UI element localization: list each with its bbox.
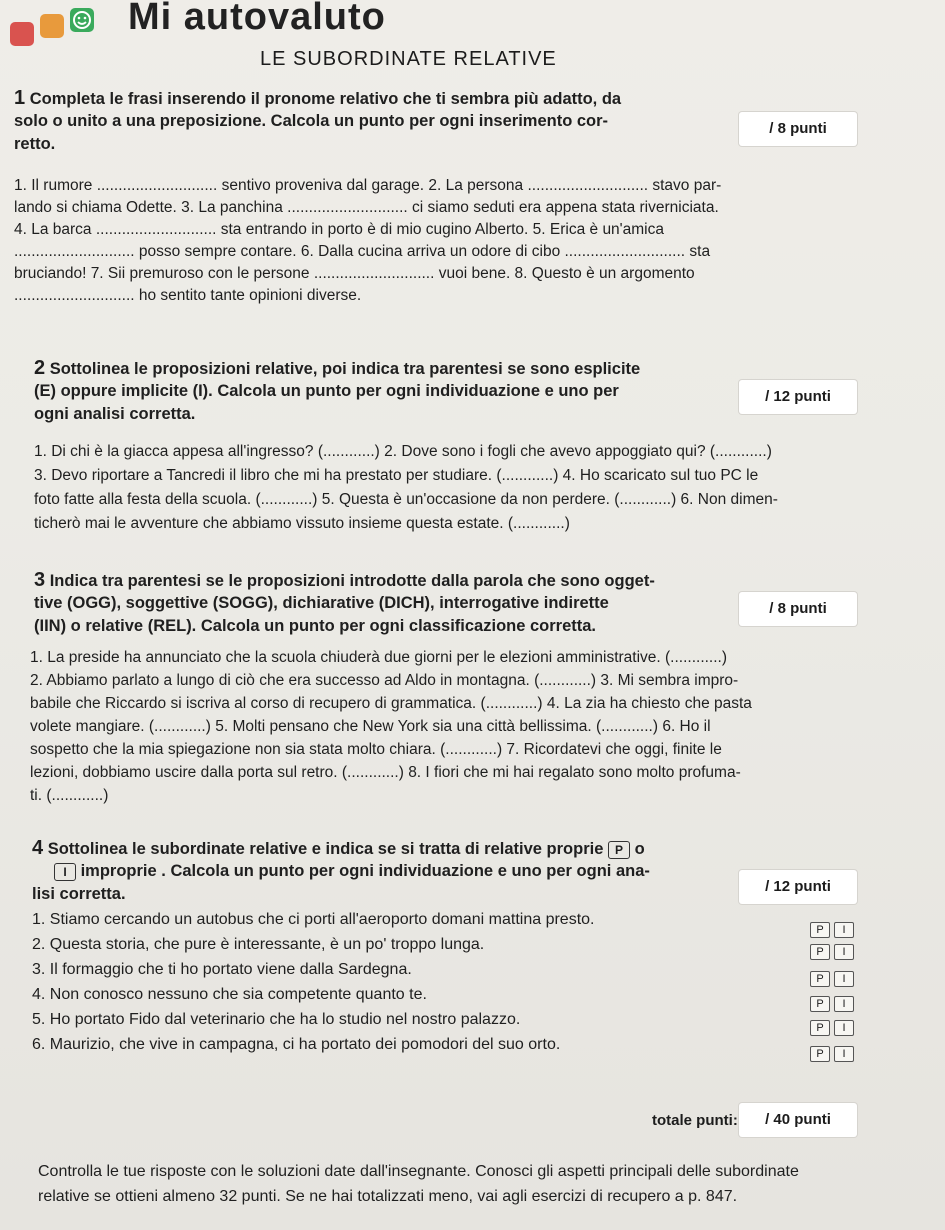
sentence-line: 3. Devo riportare a Tancredi il libro che mi ha prestato per studiare. (............) 4. Ho scaricato sul tuo PC le (34, 467, 759, 484)
option-p[interactable]: P (810, 922, 830, 938)
p-i-choice[interactable] (810, 942, 860, 960)
sentence-line: bruciando! 7. Sii premuroso con le persone ............................ vuoi bene. 8. Questo è un argomento (14, 265, 695, 282)
total-points-box: / 40 punti (739, 1103, 857, 1137)
p-i-choice[interactable] (810, 920, 860, 938)
footer-line: Controlla le tue risposte con le soluzioni date dall'insegnante. Conosci gli aspetti principali delle subordinate (38, 1163, 799, 1180)
points-box: / 12 punti (739, 380, 857, 414)
sentence-line: lando si chiama Odette. 3. La panchina ............................ ci siamo seduti era appena stata riverniciata. (14, 199, 719, 216)
sentence-line: 1. La preside ha annunciato che la scuola chiuderà due giorni per le elezioni amministrative. (............) (30, 649, 728, 666)
p-i-choice[interactable] (810, 1044, 860, 1062)
sentence-line: foto fatte alla festa della scuola. (............) 5. Questa è un'occasione da non perdere. (............) 6. Non dimen- (34, 491, 778, 508)
proper-marker: P (608, 841, 630, 859)
logo-red-square (10, 22, 34, 46)
smiley-icon (70, 8, 94, 32)
instruction-line: retto. (14, 135, 56, 153)
sentence-line: ti. (............) (30, 787, 109, 804)
p-i-choice[interactable] (810, 994, 860, 1012)
sentence-line: 6. Maurizio, che vive in campagna, ci ha portato dei pomodori del suo orto. (32, 1036, 561, 1053)
sentence-line: 4. Non conosco nessuno che sia competente quanto te. (32, 986, 427, 1003)
logo-orange-square (40, 14, 64, 38)
page-subtitle: LE SUBORDINATE RELATIVE (260, 48, 557, 70)
instruction-line: Completa le frasi inserendo il pronome relativo che ti sembra più adatto, da (29, 90, 622, 108)
header (0, 0, 945, 80)
sentence-line: 1. Stiamo cercando un autobus che ci porti all'aeroporto domani mattina presto. (32, 911, 595, 928)
instruction-line: improprie . Calcola un punto per ogni individuazione e uno per ogni ana- (80, 862, 650, 880)
points-box: / 8 punti (739, 112, 857, 146)
p-i-choice[interactable] (810, 1018, 860, 1036)
option-p[interactable]: P (810, 1020, 830, 1036)
points-box: / 12 punti (739, 870, 857, 904)
instruction-line: lisi corretta. (32, 885, 126, 903)
sentence-line: 2. Abbiamo parlato a lungo di ciò che era successo ad Aldo in montagna. (............) 3. Mi sembra impro- (30, 672, 739, 689)
points-box: / 8 punti (739, 592, 857, 626)
option-i[interactable]: I (834, 944, 854, 960)
instruction-line: ogni analisi corretta. (34, 405, 196, 423)
instruction-line: Sottolinea le proposizioni relative, poi indica tra parentesi se sono esplicite (49, 360, 641, 378)
p-i-choice[interactable] (810, 969, 860, 987)
sentence-line: volete mangiare. (............) 5. Molti pensano che New York sia una città bellissima. (............) 6. Ho il (30, 718, 711, 735)
exercise-number: 4 (32, 837, 44, 859)
sentence-line: 1. Il rumore ............................ sentivo proveniva dal garage. 2. La persona ............................ stavo par- (14, 177, 722, 194)
option-i[interactable]: I (834, 922, 854, 938)
option-p[interactable]: P (810, 1046, 830, 1062)
logo (10, 4, 125, 64)
sentence-line: 3. Il formaggio che ti ho portato viene dalla Sardegna. (32, 961, 412, 978)
option-p[interactable]: P (810, 944, 830, 960)
instruction-line: solo o unito a una preposizione. Calcola un punto per ogni inserimento cor- (14, 112, 609, 130)
sentence-line: ............................ ho sentito tante opinioni diverse. (14, 287, 362, 304)
option-i[interactable]: I (834, 1020, 854, 1036)
instruction-line: tive (OGG), soggettive (SOGG), dichiarative (DICH), interrogative indirette (34, 594, 609, 612)
instruction-line: Indica tra parentesi se le proposizioni introdotte dalla parola che sono ogget- (49, 572, 655, 590)
sentence-line: 5. Ho portato Fido dal veterinario che ha lo studio nel nostro palazzo. (32, 1011, 521, 1028)
or-text: o (634, 840, 645, 858)
sentence-line: lezioni, dobbiamo uscire dalla porta sul retro. (............) 8. I fiori che mi hai regalato sono molto profuma- (30, 764, 741, 781)
sentence-line: 4. La barca ............................ sta entrando in porto è di mio cugino Alberto. 5. Erica è un'amica (14, 221, 664, 238)
option-i[interactable]: I (834, 996, 854, 1012)
instruction-line: Sottolinea le subordinate relative e indica se si tratta di relative proprie (47, 840, 604, 858)
page-title: Mi autovaluto (128, 0, 386, 38)
total-label: totale punti: (652, 1112, 738, 1129)
instruction-line: (IIN) o relative (REL). Calcola un punto per ogni classificazione corretta. (34, 617, 597, 635)
sentence-line: 2. Questa storia, che pure è interessante, è un po' troppo lunga. (32, 936, 485, 953)
sentence-line: ............................ posso sempre contare. 6. Dalla cucina arriva un odore di cibo ............................ sta (14, 243, 711, 260)
sentence-line: sospetto che la mia spiegazione non sia stata molto chiara. (............) 7. Ricordatevi che oggi, finite le (30, 741, 722, 758)
option-i[interactable]: I (834, 971, 854, 987)
exercise-number: 2 (34, 357, 46, 379)
sentence-line: ticherò mai le avventure che abbiamo vissuto insieme questa estate. (............) (34, 515, 570, 532)
exercise-number: 3 (34, 569, 46, 591)
option-i[interactable]: I (834, 1046, 854, 1062)
sentence-line: babile che Riccardo si iscriva al corso di recupero di grammatica. (............) 4. La zia ha chiesto che pasta (30, 695, 752, 712)
footer-line: relative se ottieni almeno 32 punti. Se ne hai totalizzati meno, vai agli esercizi di recupero a p. 847. (38, 1188, 738, 1205)
option-p[interactable]: P (810, 971, 830, 987)
sentence-line: 1. Di chi è la giacca appesa all'ingresso? (............) 2. Dove sono i fogli che avevo appoggiato qui? (............) (34, 443, 772, 460)
exercise-number: 1 (14, 87, 26, 109)
instruction-line: (E) oppure implicite (I). Calcola un punto per ogni individuazione e uno per (34, 382, 619, 400)
improper-marker: I (54, 863, 76, 881)
option-p[interactable]: P (810, 996, 830, 1012)
